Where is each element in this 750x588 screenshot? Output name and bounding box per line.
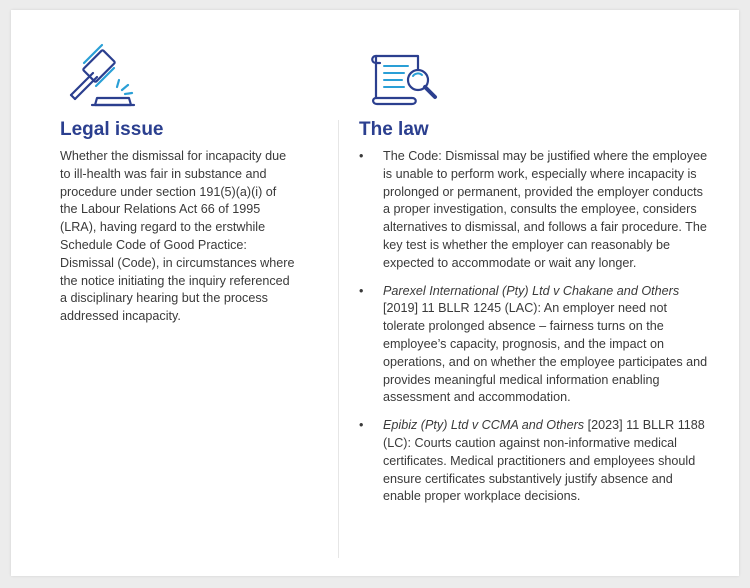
the-law-heading: The law	[359, 119, 429, 140]
law-item-code	[359, 148, 709, 273]
bullet-icon: •	[359, 418, 364, 433]
legal-issue-text: Whether the dismissal for incapacity due to ill-health was fair in substance and procedure under section 191(5)(a)(i) of the Labour Relations Act 66 of 1995 (LRA), having regard to the erstwhile Schedule Code of Good Practice: Dismissal (Code), in circumstances where the notice initiating the inquiry referenced a disciplinary hearing but the process addressed incapacity.	[60, 149, 295, 324]
law-item-parexel	[359, 283, 709, 408]
bullet-icon: •	[359, 283, 364, 298]
law-item-text: [2023] 11 BLLR 1188 (LC): Courts caution against non-informative medical certificates. Medical practitioners and employees should ensure certificates substantively justify absence and enable proper workplace decisions.	[383, 418, 705, 504]
gavel-icon	[67, 42, 137, 108]
case-name: Epibiz (Pty) Ltd v CCMA and Others	[383, 418, 585, 433]
law-item-text: [2019] 11 BLLR 1245 (LAC): An employer need not tolerate prolonged absence – fairness turns on the employee’s capacity, prognosis, and the impact on operations, and on whether the employee participates and provides meaningful medical information enabling assessment and accommodation.	[383, 301, 708, 405]
bullet-icon: •	[359, 149, 364, 163]
legal-issue-heading: Legal issue	[60, 119, 164, 140]
column-divider	[338, 120, 339, 558]
case-name: Parexel International (Pty) Ltd v Chakane and Others	[383, 283, 680, 298]
document-search-icon	[366, 48, 440, 106]
law-item-text: The Code: Dismissal may be justified where the employee is unable to perform work, especially where incapacity is prolonged or permanent, provided the employer conducts a proper investigation, consults the employee, considers alternatives to dismissal, and follows a fair procedure. The key test is whether the employer can reasonably be expected to accommodate or wait any longer.	[383, 149, 708, 270]
the-law-list	[359, 148, 709, 516]
law-item-epibiz	[359, 417, 709, 506]
